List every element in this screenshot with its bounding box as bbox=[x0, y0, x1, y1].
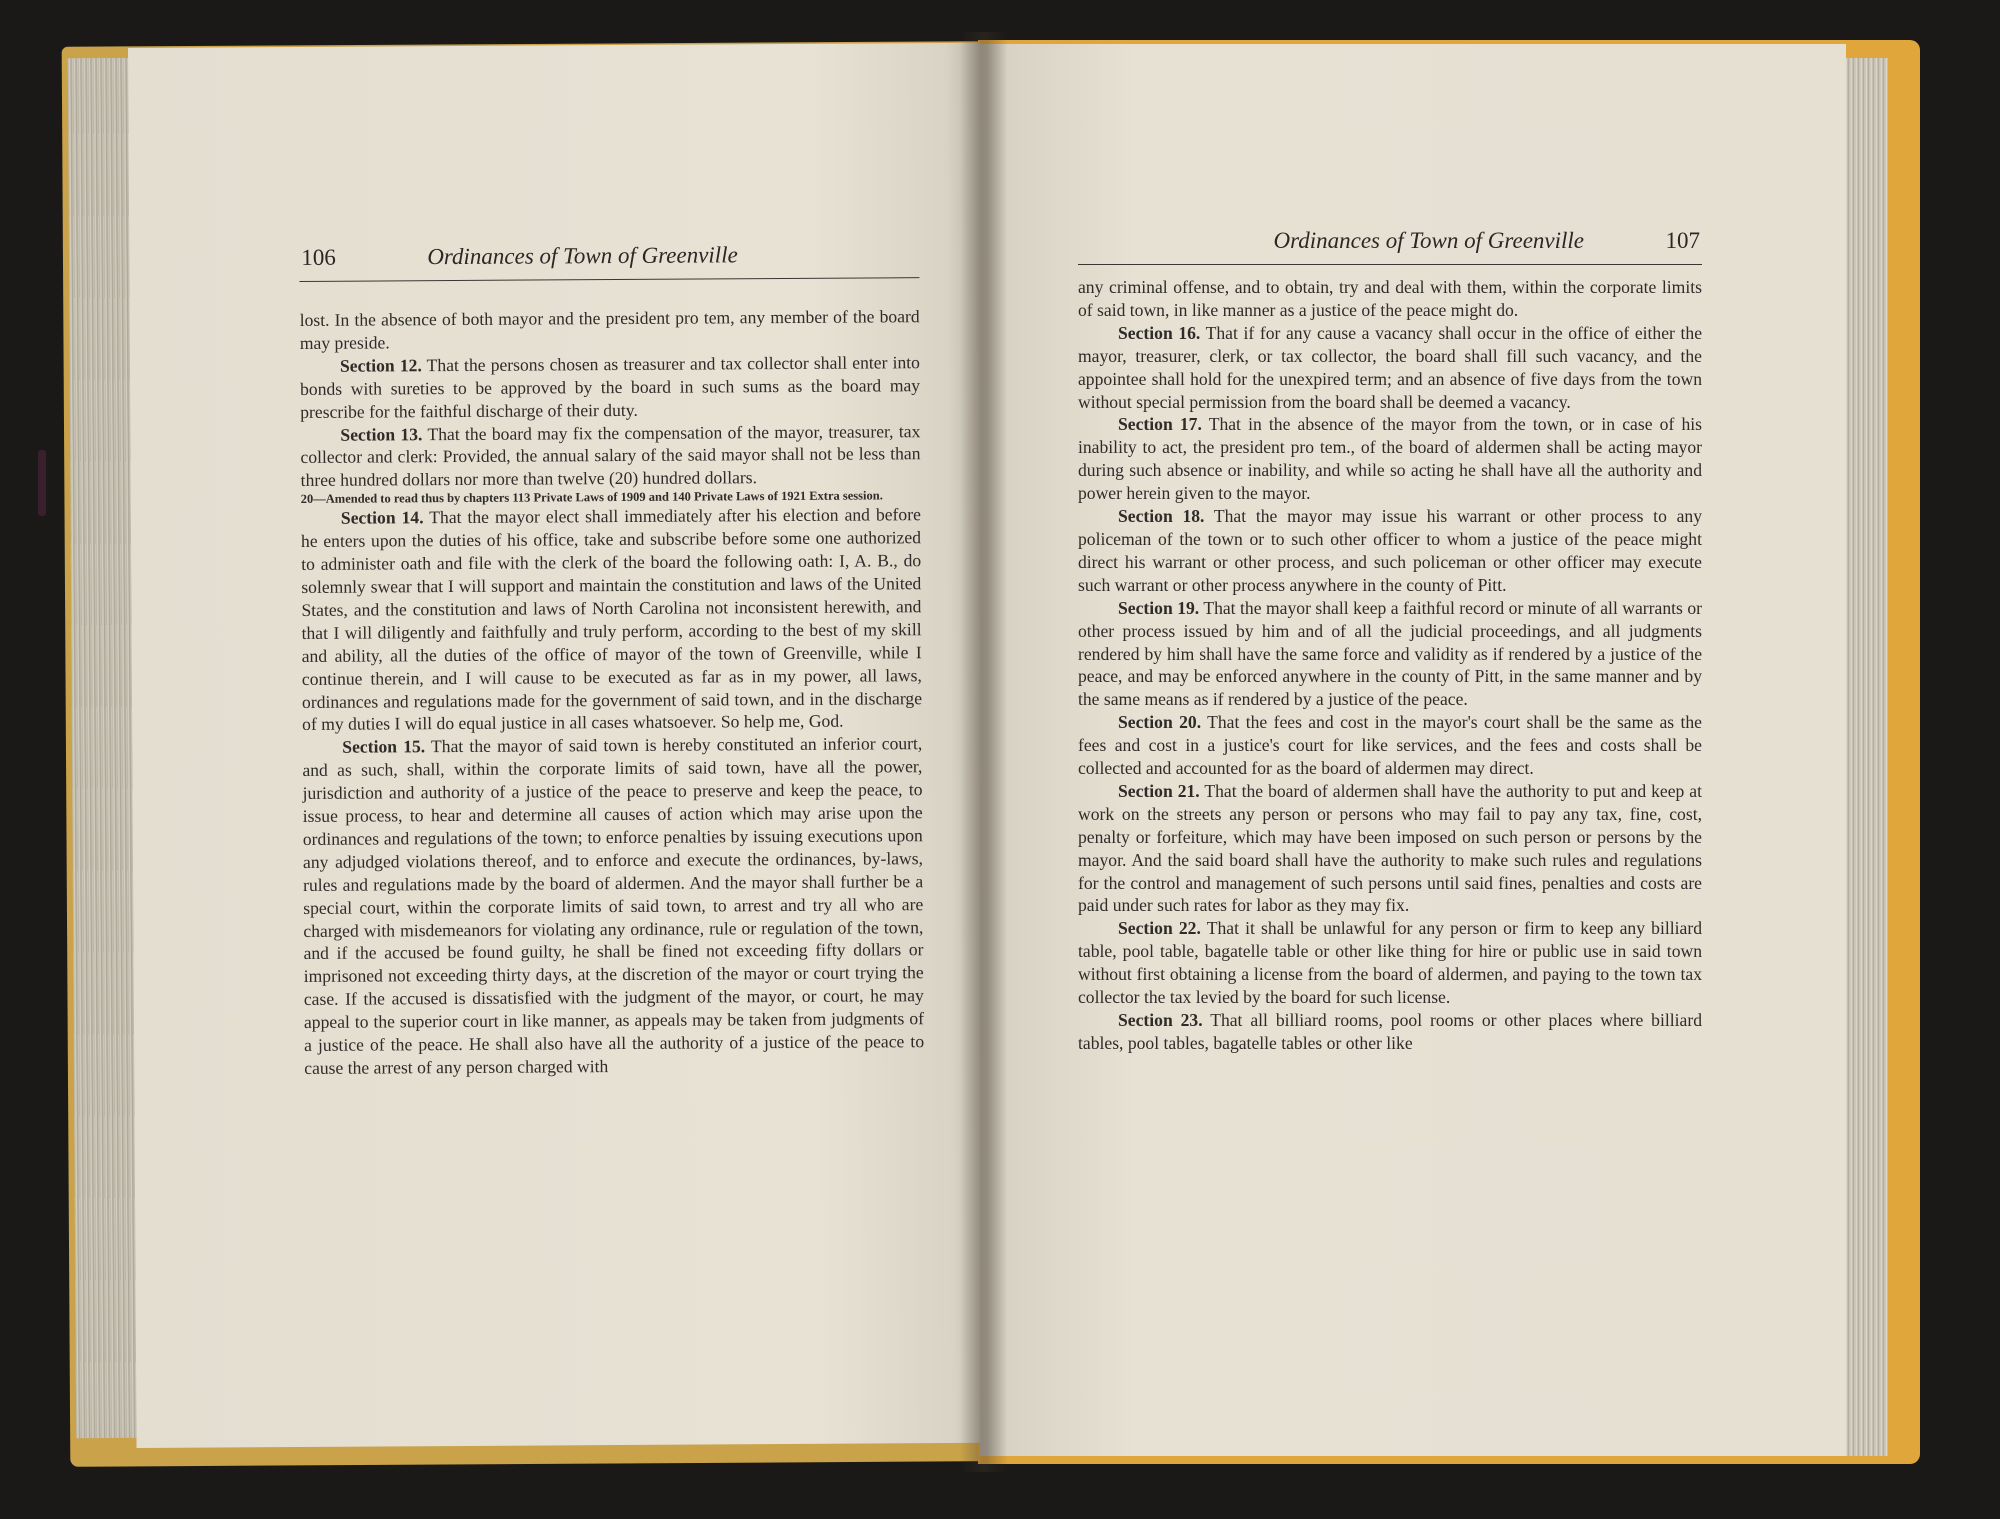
paragraph-section-18: Section 18. That the mayor may issue his warrant or other process to any policeman of the town or to such other officer to whom a justice of the peace might direct his warrant or other process, and such policeman or other officer may execute such warrant or other process anywhere in the county of Pitt. bbox=[1078, 506, 1703, 595]
paragraph-section-23: Section 23. That all billiard rooms, pool rooms or other places where billiard tables, pool tables, bagatelle tables or other like bbox=[1078, 1010, 1702, 1053]
section-heading: Section 21. bbox=[1118, 780, 1200, 801]
right-page-text bbox=[1078, 276, 1702, 1055]
section-heading: Section 23. bbox=[1118, 1010, 1203, 1030]
right-page bbox=[980, 44, 1846, 1456]
left-page bbox=[128, 43, 989, 1448]
left-page-header bbox=[299, 237, 919, 282]
footnote: 20—Amended to read thus by chapters 113 Private Laws of 1909 and 140 Private Laws of 1921 Extra session. bbox=[300, 488, 883, 507]
paragraph-section-12: Section 12. That the persons chosen as treasurer and tax collector shall enter into bonds with sureties to be approved by the board in such sums as the board may prescribe for the faithful discharge of their duty. bbox=[300, 351, 921, 422]
running-head: Ordinances of Town of Greenville bbox=[427, 242, 738, 270]
paragraph-section-13: Section 13. That the board may fix the compensation of the mayor, treasurer, tax collector and clerk: Provided, the annual salary of the said mayor shall not be less than three hundred dollars nor more than twelve (20) hundred dollars. bbox=[300, 420, 921, 491]
paragraph: any criminal offense, and to obtain, try and deal with them, within the corporate limits of said town, in like manner as a justice of the peace might do. bbox=[1078, 277, 1702, 320]
paragraph-section-14: Section 14. That the mayor elect shall immediately after his election and before he enters upon the duties of his office, take and subscribe before some one authorized to administer oath and file with the clerk of the board the following oath: I, A. B., do solemnly swear that I will support and maintain the constitution and laws of the United States, and the constitution and laws of North Carolina not inconsistent herewith, and that I will diligently and faithfully and truly perform, according to the best of my skill and ability, all the duties of the office of mayor of the town of Greenville, while I continue therein, and I will cause to be executed as far as in my power, all laws, ordinances and regulations made for the government of said town, and in the discharge of my duties I will do equal justice in all cases whatsoever. So help me, God. bbox=[300, 504, 923, 735]
section-heading: Section 17. bbox=[1118, 414, 1202, 435]
section-heading: Section 13. bbox=[340, 423, 423, 445]
paragraph-section-20: Section 20. That the fees and cost in the mayor's court shall be the same as the fees and cost in a justice's court for like services, and the fees and costs shall be collected and accounted for as the board of aldermen may direct. bbox=[1078, 712, 1702, 779]
bookmark-ribbon bbox=[38, 450, 46, 516]
section-heading: Section 15. bbox=[342, 736, 426, 758]
paragraph-section-19: Section 19. That the mayor shall keep a faithful record or minute of all warrants or other process issued by him and of all the judicial proceedings, and all judgments rendered by him shall have the same force and validity as if rendered by a justice of the peace, and may be enforced anywhere in the county of Pitt, in the same manner and by the same means as if rendered by a justice of the peace. bbox=[1078, 597, 1702, 710]
right-page-header bbox=[1078, 224, 1702, 265]
page-number: 106 bbox=[301, 244, 336, 270]
paragraph-section-22: Section 22. That it shall be unlawful for any person or firm to keep any billiard table, pool table, bagatelle table or other like thing for hire or public use in said town without first obtaining a license from the board of aldermen, and paying to the town tax collector the tax levied by the board for such license. bbox=[1078, 918, 1702, 1008]
paragraph-section-21: Section 21. That the board of aldermen shall have the authority to put and keep at work on the streets any person or persons who may fail to pay any tax, fine, cost, penalty or forfeiture, which may have been imposed on such person or persons by the mayor. And the said board shall have the authority to make such rules and regulations for the control and management of such persons until said fines, penalties and costs are paid under such rates for labor as they may fix. bbox=[1078, 780, 1702, 916]
running-head: Ordinances of Town of Greenville bbox=[1273, 228, 1584, 253]
paragraph: lost. In the absence of both mayor and the president pro tem, any member of the board may preside. bbox=[299, 306, 920, 353]
page-number: 107 bbox=[1665, 228, 1700, 253]
section-heading: Section 19. bbox=[1118, 597, 1200, 618]
left-page-text bbox=[300, 305, 925, 1080]
section-heading: Section 22. bbox=[1118, 918, 1201, 939]
book-gutter bbox=[960, 32, 1008, 1472]
section-heading: Section 18. bbox=[1118, 506, 1205, 527]
section-heading: Section 16. bbox=[1118, 322, 1201, 343]
section-heading: Section 14. bbox=[340, 507, 424, 528]
paragraph-section-16: Section 16. That if for any cause a vacancy shall occur in the office of either the mayor, treasurer, clerk, or tax collector, the board shall fill such vacancy, and the appointee shall hold for the unexpired term; and an absence of five days from the town without special permission from the board shall be deemed a vacancy. bbox=[1078, 322, 1703, 412]
paragraph-section-15: Section 15. That the mayor of said town is hereby constituted an inferior court, and as such, shall, within the corporate limits of said town, have all the power, jurisdiction and authority of a justice of the peace to preserve and keep the peace, to issue process, to hear and determine all causes of action which may arise upon the ordinances and regulations of the town; to enforce penalties by issuing executions upon any adjudged violations thereof, and to enforce and execute the ordinances, by-laws, rules and regulations made by the board of aldermen. And the mayor shall further be a special court, within the corporate limits of said town, to arrest and try all who are charged with misdemeanors for violating any ordinance, rule or regulation of the town, and if the accused be found guilty, he shall be fined not exceeding fifty dollars or imprisoned not exceeding thirty days, at the discretion of the mayor or court trying the case. If the accused is dissatisfied with the judgment of the mayor, or court, he may appeal to the superior court in like manner, as appeals may be taken from judgments of a justice of the peace. He shall also have all the authority of a justice of the peace to cause the arrest of any person charged with bbox=[302, 733, 925, 1078]
section-heading: Section 20. bbox=[1118, 712, 1202, 733]
paragraph-section-17: Section 17. That in the absence of the mayor from the town, or in case of his inability to act, the president pro tem., of the board of aldermen shall be acting mayor during such absence or inability, and while so acting he shall have all the authority and power herein given to the mayor. bbox=[1078, 414, 1702, 504]
section-heading: Section 12. bbox=[339, 355, 422, 376]
